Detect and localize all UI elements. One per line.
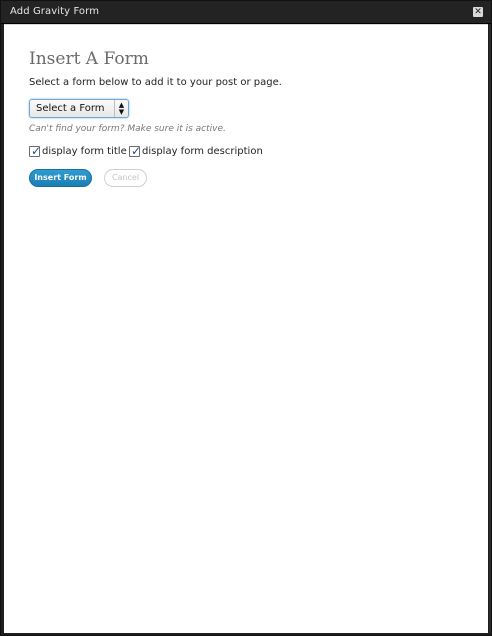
checkbox-label: display form description [142,146,263,157]
cancel-button[interactable]: Cancel [104,169,147,187]
insert-form-button[interactable]: Insert Form [29,169,92,187]
hint-text: Can't find your form? Make sure it is active. [29,124,226,134]
window-edge [489,24,491,633]
checkbox-label: display form title [42,146,127,157]
form-select[interactable] [29,99,129,118]
checkbox-box[interactable] [29,146,40,157]
display-description-checkbox[interactable] [129,144,263,158]
checkmark-icon: ✓ [131,144,142,158]
dialog-title: Add Gravity Form [10,6,100,17]
dialog-content [4,24,488,633]
titlebar [1,1,491,24]
close-icon[interactable]: ✕ [474,7,482,17]
display-title-checkbox[interactable] [29,144,127,158]
select-arrows-icon: ▲ ▼ [114,100,128,117]
checkmark-icon: ✓ [31,144,42,158]
checkbox-box[interactable] [129,146,140,157]
instruction-text: Select a form below to add it to your post or page. [29,77,282,88]
page-title: Insert A Form [29,49,149,69]
form-select-value: Select a Form [36,103,105,114]
